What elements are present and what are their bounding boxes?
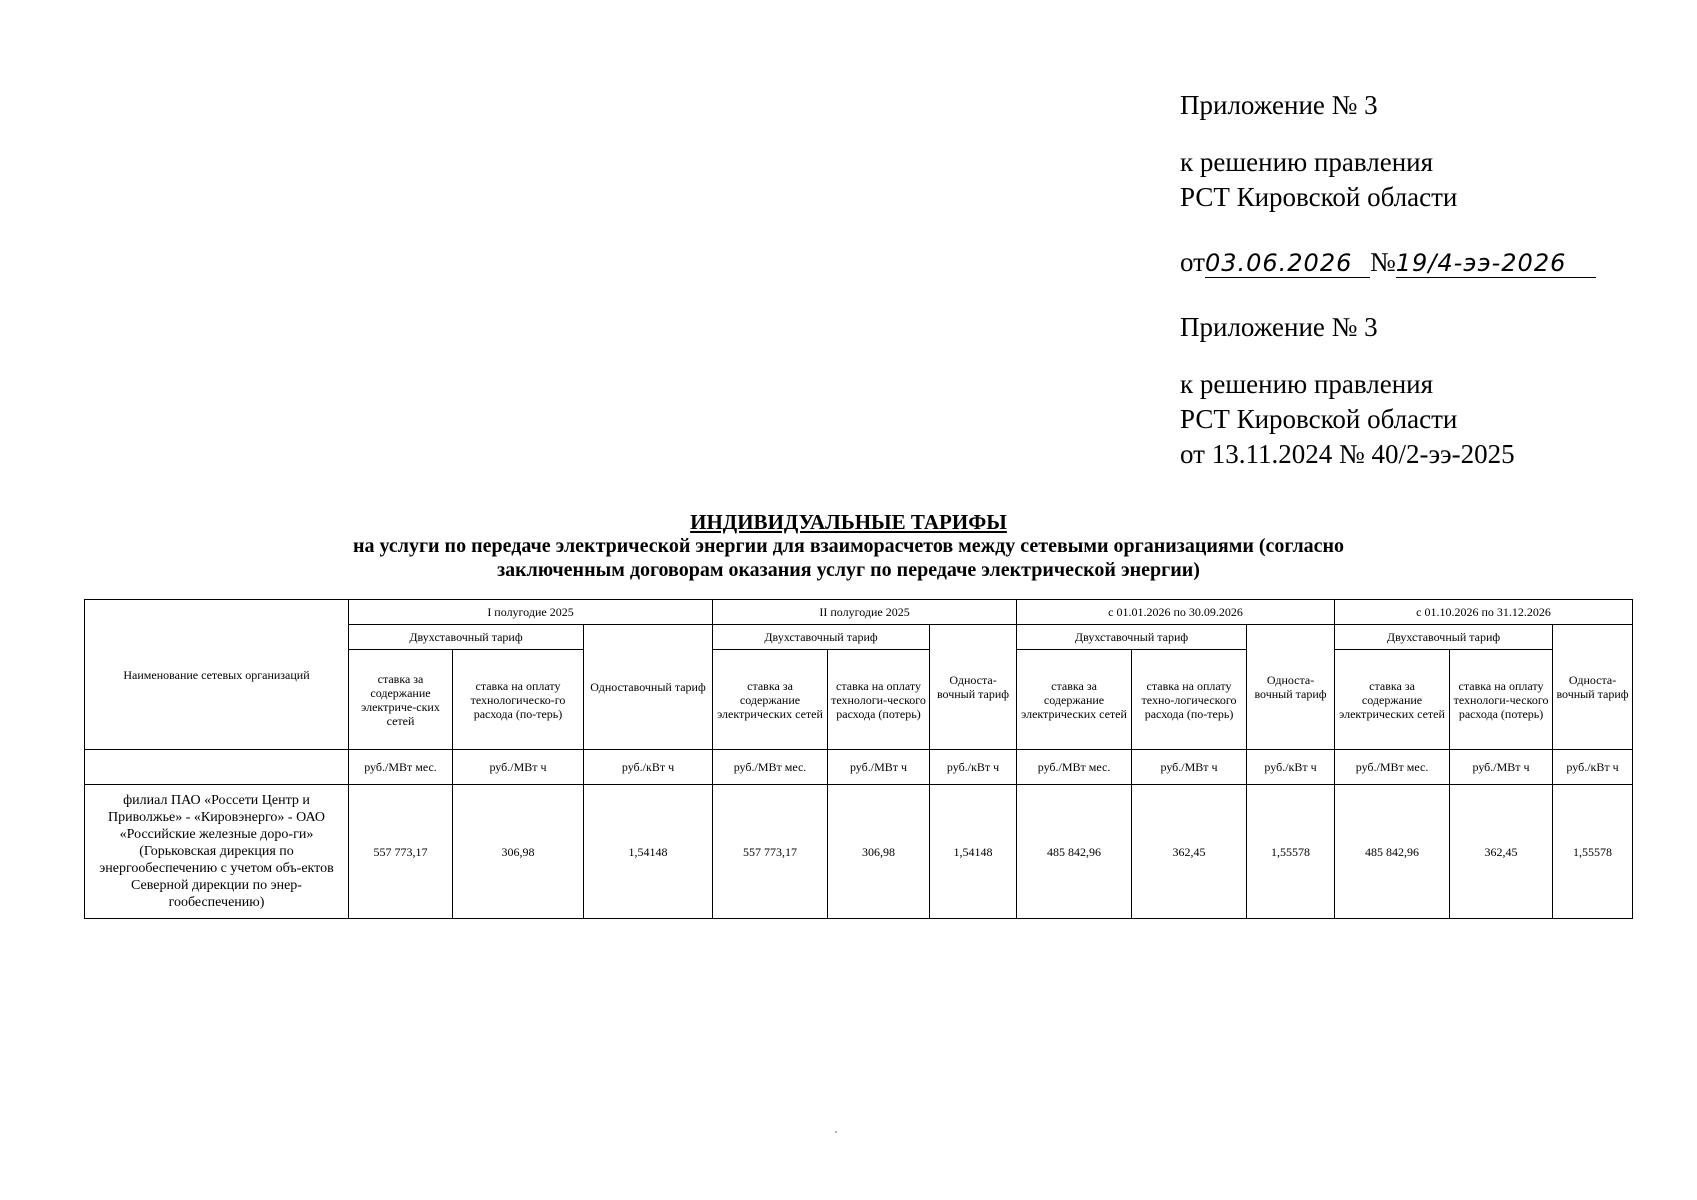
maintenance-header-4: ставка за содержание электрических сетей (1335, 650, 1450, 750)
value-cell: 485 842,96 (1335, 785, 1450, 919)
unit-single-2: руб./кВт ч (930, 750, 1017, 785)
unit-losses-4: руб./МВт ч (1450, 750, 1553, 785)
losses-header-2: ставка на оплату технологи-ческого расхода (потерь) (828, 650, 930, 750)
unit-single-3: руб./кВт ч (1247, 750, 1335, 785)
value-cell: 362,45 (1132, 785, 1247, 919)
header-row-periods (85, 600, 1633, 625)
decision-line-2: РСТ Кировской области (1180, 182, 1458, 212)
period-header-2: II полугодие 2025 (713, 600, 1017, 625)
value-cell: 362,45 (1450, 785, 1553, 919)
unit-losses-2: руб./МВт ч (828, 750, 930, 785)
two-part-header-1: Двухставочный тариф (349, 625, 584, 650)
unit-single-4: руб./кВт ч (1553, 750, 1633, 785)
title-line-3: заключенным договорам оказания услуг по передаче электрической энергии) (497, 559, 1200, 581)
original-decision-line-1: к решению правления (1180, 369, 1434, 399)
value-cell: 1,55578 (1553, 785, 1633, 919)
org-name-cell: филиал ПАО «Россети Центр и Приволжье» - «Кировэнерго» - ОАО «Российские железные доро-ги» (Горьковская дирекция по энергообеспечению с учетом объ-ектов Северной дирекции по энер-гообеспечению) (85, 785, 349, 919)
header-org-name: Наименование сетевых организаций (85, 600, 349, 750)
decision-line-1: к решению правления (1180, 147, 1434, 177)
value-cell: 306,98 (828, 785, 930, 919)
unit-single-1: руб./кВт ч (584, 750, 713, 785)
value-cell: 1,54148 (930, 785, 1017, 919)
header-row-units (85, 750, 1633, 785)
tariff-table (84, 599, 1633, 919)
unit-maintenance-4: руб./МВт мес. (1335, 750, 1450, 785)
unit-org-empty (85, 750, 349, 785)
decision-date-number (1180, 245, 1650, 280)
unit-maintenance-2: руб./МВт мес. (713, 750, 828, 785)
value-cell: 1,55578 (1247, 785, 1335, 919)
two-part-header-3: Двухставочный тариф (1017, 625, 1247, 650)
original-annex-title: Приложение № 3 (1180, 312, 1378, 342)
single-header-4: Односта-вочный тариф (1553, 625, 1633, 750)
period-header-4: с 01.10.2026 по 31.12.2026 (1335, 600, 1633, 625)
annex-caption (1180, 88, 1650, 472)
title-line-1: ИНДИВИДУАЛЬНЫЕ ТАРИФЫ (690, 510, 1007, 534)
value-cell: 557 773,17 (349, 785, 453, 919)
single-header-3: Односта-вочный тариф (1247, 625, 1335, 750)
unit-maintenance-1: руб./МВт мес. (349, 750, 453, 785)
unit-losses-1: руб./МВт ч (453, 750, 584, 785)
maintenance-header-2: ставка за содержание электрических сетей (713, 650, 828, 750)
single-header-2: Односта-вочный тариф (930, 625, 1017, 750)
period-header-3: с 01.01.2026 по 30.09.2026 (1017, 600, 1335, 625)
maintenance-header-1: ставка за содержание электриче-ских сетей (349, 650, 453, 750)
two-part-header-4: Двухставочный тариф (1335, 625, 1553, 650)
two-part-header-2: Двухставочный тариф (713, 625, 930, 650)
annex-title: Приложение № 3 (1180, 90, 1378, 120)
unit-losses-3: руб./МВт ч (1132, 750, 1247, 785)
unit-maintenance-3: руб./МВт мес. (1017, 750, 1132, 785)
number-sign: № (1369, 247, 1396, 277)
value-cell: 557 773,17 (713, 785, 828, 919)
document-title (0, 510, 1697, 582)
period-header-1: I полугодие 2025 (349, 600, 713, 625)
losses-header-3: ставка на оплату техно-логического расхода (по-терь) (1132, 650, 1247, 750)
losses-header-4: ставка на оплату технологи-ческого расхода (потерь) (1450, 650, 1553, 750)
value-cell: 306,98 (453, 785, 584, 919)
table-row (85, 785, 1633, 919)
value-cell: 1,54148 (584, 785, 713, 919)
handwritten-date: 03.06.2026 (1205, 249, 1370, 278)
handwritten-number: 19/4-ээ-2026 (1396, 249, 1596, 278)
losses-header-1: ставка на оплату технологическо-го расхода (по-терь) (453, 650, 584, 750)
title-line-2: на услуги по передаче электрической энергии для взаиморасчетов между сетевыми организациями (согласно (352, 535, 1345, 557)
scan-speck (835, 1131, 837, 1133)
original-decision-line-2: РСТ Кировской области (1180, 404, 1458, 434)
value-cell: 485 842,96 (1017, 785, 1132, 919)
single-header-1: Одноставочный тариф (584, 625, 713, 750)
from-prefix: от (1180, 247, 1205, 277)
original-date-number: от 13.11.2024 № 40/2-ээ-2025 (1180, 439, 1515, 469)
maintenance-header-3: ставка за содержание электрических сетей (1017, 650, 1132, 750)
